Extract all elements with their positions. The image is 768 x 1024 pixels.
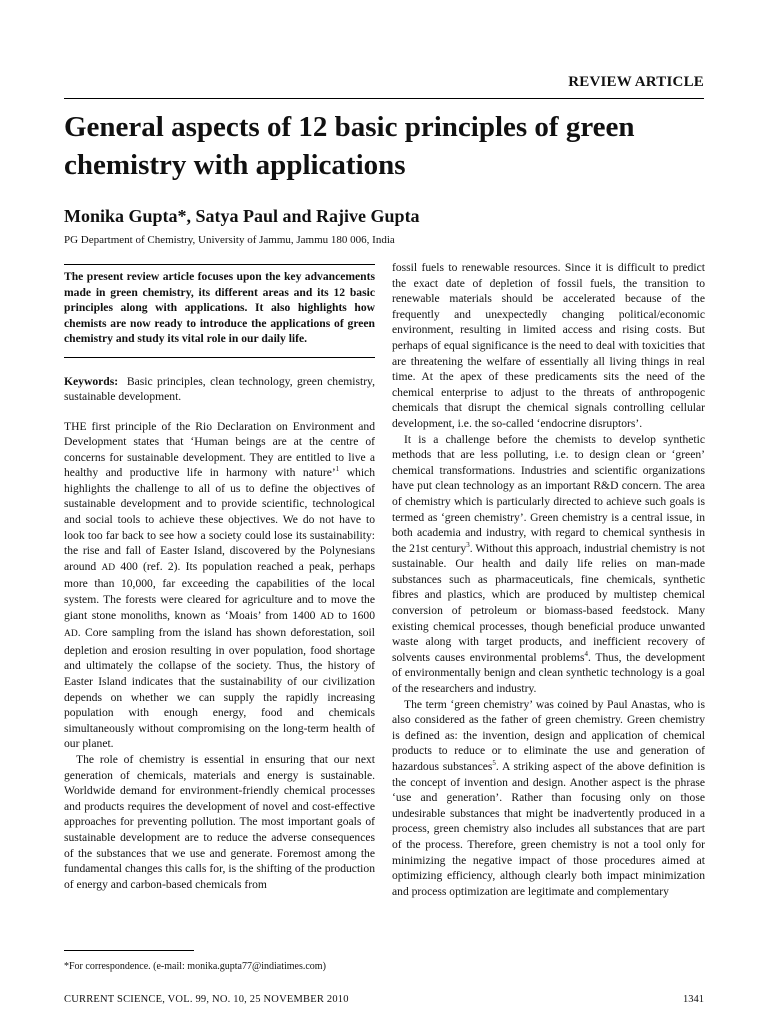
- citation-1: 1: [335, 465, 340, 474]
- keywords-text: Basic principles, clean technology, green chemistry, sustainable development.: [64, 374, 375, 403]
- review-article-tag: REVIEW ARTICLE: [568, 74, 704, 90]
- citation-5: 5: [492, 759, 496, 768]
- footnote-rule: [64, 950, 194, 951]
- dropcap: THE: [64, 419, 87, 433]
- abstract: The present review article focuses upon the key advancements made in green chemistry, its different areas and its 12 basic principles along with applications. It also highlights how chemists are now ready to introduce the applications of green chemistry and study its vital role in our daily life.: [64, 270, 375, 345]
- page-number: 1341: [683, 994, 704, 1005]
- paragraph-5: The term ‘green chemistry’ was coined by Paul Anastas, who is also considered as the father of green chemistry. Green chemistry is defined as: the invention, design and application of chemical products to reduce or to eliminate the use and generation of hazardous substances$^5$. A striking aspect of the above definition is the concept of invention and design. Another aspect is the phrase ‘use and generation’. Rather than focusing only on those undesirable substances that might be inadvertently produced in a process, green chemistry also includes all substances that are part of the process. Therefore, green chemistry is not a tool only for minimizing the negative impact of those procedures aimed at optimizing efficiency, although clearly both impact minimization and process optimization are legitimate and complementary: [392, 697, 706, 898]
- right-column: [392, 260, 705, 899]
- paragraph-2: The role of chemistry is essential in ensuring that our next generation of chemicals, materials and energy is sustainable. Worldwide demand for environment-friendly chemical processes and products requires the development of novel and cost-effective approaches for preventing pollution. The most important goals of sustainable development are to reduce the adverse consequences of the substances that we use and generate. Foremost among the fundamental changes this calls for, is the shifting of the production of energy and carbon-based chemicals from: [64, 752, 375, 891]
- paragraph-3: fossil fuels to renewable resources. Since it is difficult to predict the exact date of depletion of fossil fuels, the transition to renewable materials should be accelerated because of the frequently and unexpectedly changing political/economic environment, resulting in limited access and rising costs. But perhaps of equal significance is the need to deal with toxicities that are threatening the welfare of essentially all living things in real time. At the apex of these predicaments sits the need of the chemical enterprise to adjust to the threats of anthropogenic chemicals that disrupt the chemical signals controlling cellular development, i.e. the so-called ‘endocrine disruptors’.: [392, 261, 705, 430]
- left-column: [64, 264, 375, 892]
- abstract-top-rule: [64, 264, 375, 265]
- article-title: General aspects of 12 basic principles of green chemistry with applications: [64, 111, 635, 181]
- keywords: [64, 374, 375, 405]
- citation-3: 3: [466, 540, 470, 549]
- correspondence-footnote: *For correspondence. (e-mail: monika.gupta77@indiatimes.com): [64, 961, 326, 972]
- journal-footer: CURRENT SCIENCE, VOL. 99, NO. 10, 25 NOVEMBER 2010: [64, 994, 349, 1005]
- authors: Monika Gupta*, Satya Paul and Rajive Gupta: [64, 206, 420, 226]
- paragraph-1: THE first principle of the Rio Declaration on Environment and Development states that ‘Human beings are at the centre of concerns for sustainable development. They are entitled to live a healthy and productive life in harmony with nature’$^1$ which highlights the challenge to all of us to define the objectives of sustainable development and to provide scientific, technological and social tools to achieve these objectives. We do not have to look too far back to see how a society could lose its sustainability: the rise and fall of Easter Island, discovered by the Polynesians around AD 400 (ref. 2). Its population reached a peak, perhaps more than 10,000, far exceeding the capabilities of the local system. The forests were cleared for agriculture and to move the giant stone monoliths, known as ‘Moais’ from 1400 AD to 1600 AD. Core sampling from the island has shown deforestation, soil depletion and erosion resulting in over population, food shortage and ultimately the collapse of the society. Thus, the history of Easter Island indicates that the sustainability of our civilization depends on whether we can supply the rapidly increasing population with enough energy, food and chemicals simultaneously without compromising on the long-term health of our planet.: [64, 419, 376, 751]
- citation-4: 4: [584, 649, 589, 658]
- body-left: [64, 419, 375, 893]
- abstract-bottom-rule: [64, 357, 375, 358]
- paragraph-4: It is a challenge before the chemists to develop synthetic methods that are less polluting, i.e. to design clean or ‘green’ chemical transformations. Industries and scientific organizations have put clean technology as an important R&D concern. The area of chemistry which is particularly directed to achieve such goals is termed as ‘green chemistry’. Green chemistry is a central issue, in both academia and industry, with regard to chemical synthesis in the 21st century$^3$. Without this approach, industrial chemistry is not sustainable. Our health and daily life relies on man-made substances such as pharmaceuticals, fine chemicals, synthetic fibres and plastics, which are produced by multistep chemical conversion of petroleum or biomass-based feedstock. Many existing chemical processes, though beneficial produce unwanted waste along with target products, and inefficient recovery of solvents causes environmental problems$^4$. Thus, the development of environmentally benign and clean synthetic technology is a goal of the researchers and industry.: [392, 432, 705, 696]
- header-rule: [64, 98, 704, 99]
- affiliation: PG Department of Chemistry, University of Jammu, Jammu 180 006, India: [64, 234, 395, 246]
- keywords-label: Keywords:: [64, 374, 119, 388]
